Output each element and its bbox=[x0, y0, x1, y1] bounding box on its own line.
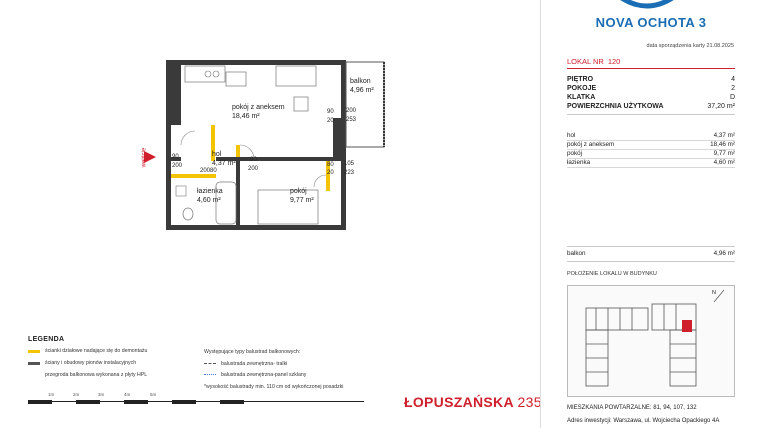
room-bath: łazienka 4,60 m² bbox=[197, 188, 223, 204]
balustrade-title: Występujące typy balustrad balkonowych: bbox=[204, 349, 301, 355]
dim-label: 223 bbox=[344, 170, 355, 176]
balcony-outline bbox=[346, 62, 384, 147]
balcony-area-row: balkon 4,96 m² bbox=[567, 250, 735, 257]
legend-item: przegroda balkonowa wykonana z płyty HPL bbox=[28, 372, 147, 378]
entrance-label: wejście bbox=[141, 147, 148, 168]
dim-label: 200 bbox=[346, 108, 357, 114]
scale-bar bbox=[28, 392, 364, 404]
dim-label: 20 bbox=[327, 170, 334, 176]
balustrade-type-2: balustrada zewnętrzna-panel szklany bbox=[204, 372, 306, 378]
dim-label: 200 bbox=[200, 168, 211, 174]
dim-label: 80 bbox=[327, 162, 334, 168]
site-plan bbox=[567, 285, 735, 397]
divider bbox=[567, 114, 735, 115]
dim-label: 80 bbox=[210, 168, 217, 174]
room-living: pokój z aneksem 18,46 m² bbox=[232, 104, 285, 120]
investment-address: Adres inwestycji: Warszawa, ul. Wojciecha Opackiego 4A bbox=[567, 418, 720, 424]
scale-label: 4m bbox=[124, 392, 131, 397]
north-label: N bbox=[712, 290, 716, 296]
scale-label: 1m bbox=[48, 392, 55, 397]
dim-label: 200 bbox=[172, 163, 183, 169]
room-area-row: pokój 9,77 m² bbox=[567, 150, 735, 157]
scale-label: 2m bbox=[73, 392, 80, 397]
repeated-units: MIESZKANIA POWTARZALNE: 81, 94, 107, 132 bbox=[567, 405, 697, 411]
balustrade-type-1: balustrada zewnętrzna- tralki bbox=[204, 361, 287, 367]
legend-item: ściany i obudowy pionów instalacyjnych bbox=[28, 360, 136, 366]
room-area-row: pokój z aneksem 18,46 m² bbox=[567, 141, 735, 148]
location-title: POŁOŻENIE LOKALU W BUDYNKU bbox=[567, 271, 657, 277]
outer-walls bbox=[166, 60, 346, 230]
balustrade-note: *wysokość balustrady min. 110 cm od wykończonej posadzki bbox=[204, 384, 344, 390]
dim-label: 90 bbox=[172, 154, 179, 160]
property-row: PIĘTRO 4 bbox=[567, 76, 735, 83]
room-area-row: łazienka 4,60 m² bbox=[567, 159, 735, 166]
legend-swatch bbox=[28, 374, 40, 377]
dim-label: 105 bbox=[344, 161, 355, 167]
dim-label: 90 bbox=[327, 109, 334, 115]
scale-label: 3m bbox=[98, 392, 105, 397]
divider bbox=[567, 246, 735, 247]
legend-swatch bbox=[28, 362, 40, 365]
site-plan-drawing bbox=[568, 286, 734, 396]
room-balcony: balkon 4,96 m² bbox=[350, 78, 374, 94]
property-row: KLATKA D bbox=[567, 94, 735, 101]
balustrade-line-icon bbox=[204, 363, 216, 364]
divider bbox=[567, 261, 735, 262]
dim-label: 253 bbox=[346, 117, 357, 123]
dim-label: 80 bbox=[250, 157, 257, 163]
card-date: data sporządzenia karty 21.08.2025 bbox=[646, 43, 734, 49]
project-name: NOVA OCHOTA 3 bbox=[595, 15, 707, 30]
unit-location-marker bbox=[682, 320, 692, 332]
legend-title: LEGENDA bbox=[28, 336, 65, 343]
brand-logo: ŁOPUSZAŃSKA 235 bbox=[404, 394, 542, 410]
lokal-number: LOKAL NR 120 bbox=[567, 57, 621, 66]
dim-label: 200 bbox=[248, 166, 259, 172]
property-row: POKOJE 2 bbox=[567, 85, 735, 92]
room-bedroom: pokój 9,77 m² bbox=[290, 188, 314, 204]
scale-label: 5m bbox=[150, 392, 157, 397]
room-area-row: hol 4,37 m² bbox=[567, 132, 735, 139]
room-hall: hol 4,37 m² bbox=[212, 151, 236, 167]
legend-swatch bbox=[28, 350, 40, 353]
divider bbox=[567, 68, 735, 69]
dim-label: 20 bbox=[327, 118, 334, 124]
info-panel bbox=[540, 0, 760, 428]
property-row: POWIERZCHNIA UŻYTKOWA 37,20 m² bbox=[567, 103, 735, 110]
glass-panel-line-icon bbox=[204, 374, 216, 375]
legend-item: ścianki działowe nadające się do demontażu bbox=[28, 348, 147, 354]
